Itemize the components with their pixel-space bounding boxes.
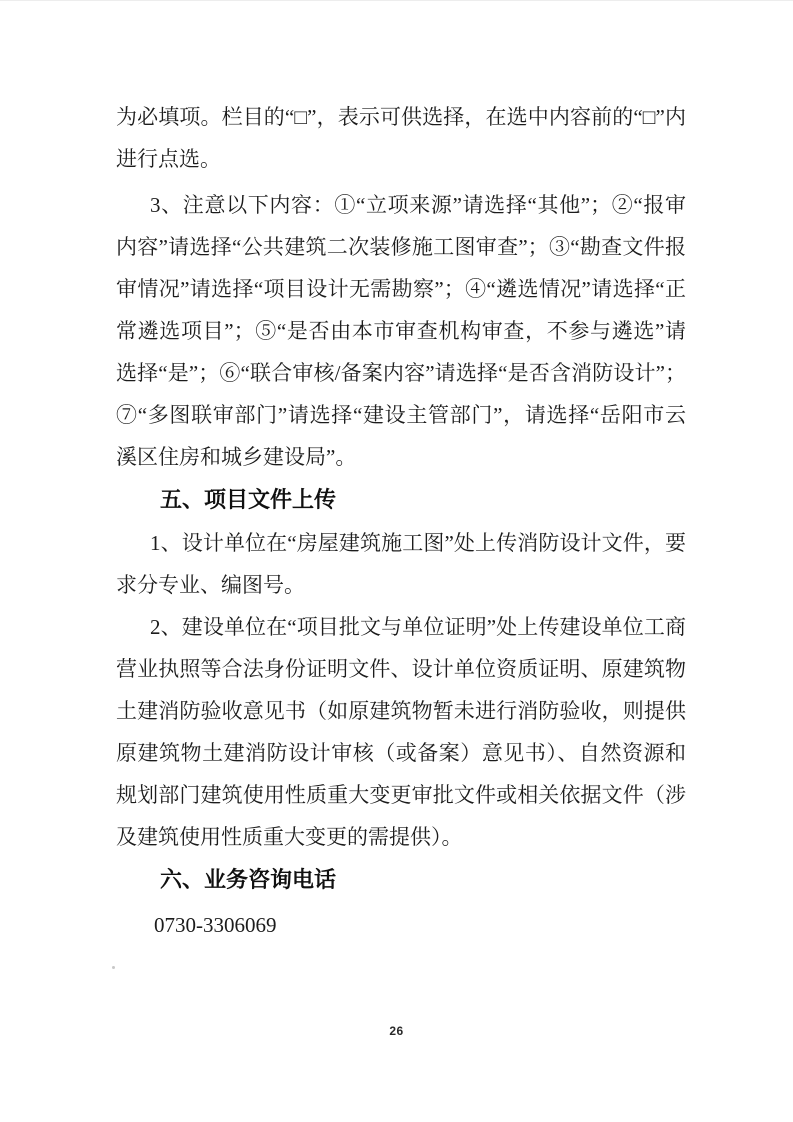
paragraph-upload-item-1: 1、设计单位在“房屋建筑施工图”处上传消防设计文件，要求分专业、编图号。 xyxy=(116,531,686,597)
phone-number: 0730-3306069 xyxy=(154,913,277,937)
page-top-edge xyxy=(0,0,793,1)
paragraph-note-item-3: 3、注意以下内容：①“立项来源”请选择“其他”；②“报审内容”请选择“公共建筑二次装修施工图审查”；③“勘查文件报审情况”请选择“项目设计无需勘察”；④“遴选情况”请选择“正常遴选项目”；⑤“是否由本市审查机构审查，不参与遴选”请选择“是”；⑥“联合审核/备案内容”请选择“是否含消防设计”；⑦“多图联审部门”请选择“建设主管部门”，请选择“岳阳市云溪区住房和城乡建设局”。 xyxy=(116,193,686,469)
section-heading-6-consult-phone: 六、业务咨询电话 xyxy=(160,867,337,892)
document-body xyxy=(116,96,686,946)
page-footer xyxy=(0,1022,793,1040)
scan-artifact-speck xyxy=(112,966,115,969)
paragraph-checkbox-instructions: 为必填项。栏目的“□”，表示可供选择，在选中内容前的“□”内进行点选。 xyxy=(116,105,686,171)
paragraph-upload-item-2: 2、建设单位在“项目批文与单位证明”处上传建设单位工商营业执照等合法身份证明文件、设计单位资质证明、原建筑物土建消防验收意见书（如原建筑物暂未进行消防验收，则提供原建筑物土建消防设计审核（或备案）意见书）、自然资源和规划部门建筑使用性质重大变更审批文件或相关依据文件（涉及建筑使用性质重大变更的需提供）。 xyxy=(116,615,686,849)
page-number: 26 xyxy=(389,1024,404,1038)
section-heading-5-file-upload: 五、项目文件上传 xyxy=(160,487,337,512)
